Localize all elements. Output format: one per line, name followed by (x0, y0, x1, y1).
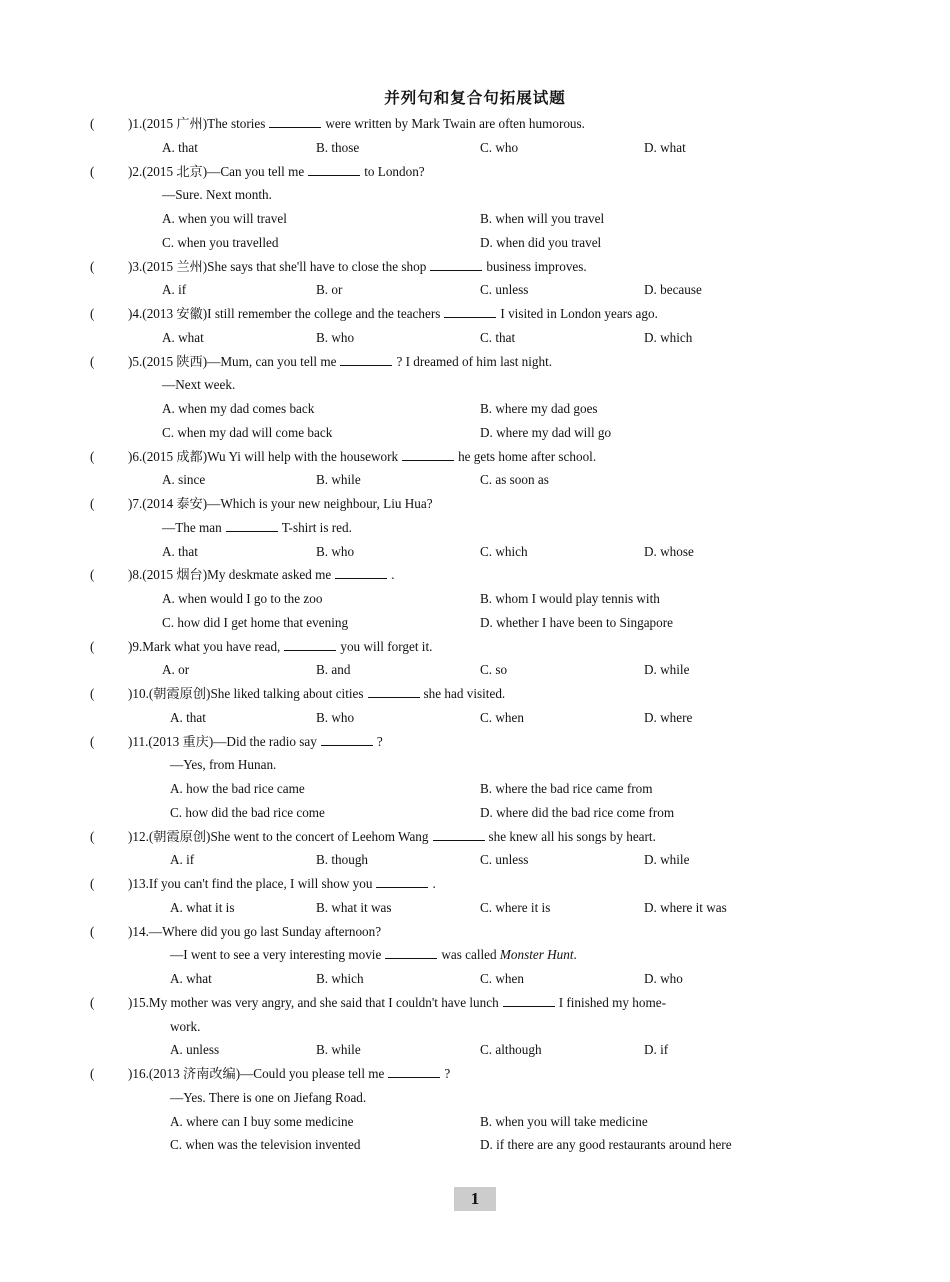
stem-text: —Could you please tell me (240, 1066, 385, 1081)
answer-option[interactable]: B. what it was (316, 899, 392, 915)
question-source: (2015 北京) (142, 163, 208, 179)
stem-text: to London? (364, 163, 425, 179)
stem-text: were written by Mark Twain are often humorous. (325, 116, 585, 131)
answer-option[interactable]: C. when (480, 709, 524, 725)
option-row (90, 278, 870, 302)
question-stem (128, 445, 870, 469)
answer-option[interactable]: B. while (316, 472, 361, 488)
dialogue-reply: —Yes. There is one on Jiefang Road. (170, 1089, 367, 1105)
question-item (90, 160, 870, 255)
question-stem (128, 492, 870, 516)
question-item (90, 492, 870, 563)
answer-blank[interactable] (376, 876, 428, 888)
answer-option[interactable]: D. which (644, 329, 693, 345)
question-stem (128, 991, 870, 1015)
question-source: (2015 成都) (142, 448, 208, 464)
answer-paren[interactable]: ( (90, 567, 95, 583)
answer-option[interactable]: A. or (162, 662, 190, 678)
answer-option[interactable]: C. which (480, 543, 528, 559)
stem-text: My mother was very angry, and she said that I couldn't have lunch (148, 994, 499, 1010)
answer-option[interactable]: A. if (170, 852, 195, 868)
question-stem (128, 160, 870, 184)
question-number: )1. (128, 116, 143, 131)
answer-option[interactable]: D. where my dad will go (480, 424, 612, 440)
question-number: )3. (128, 258, 143, 274)
question-number: )16. (128, 1066, 149, 1081)
question-number: )5. (128, 353, 143, 369)
answer-option[interactable]: B. those (316, 139, 360, 155)
question-stem-line (90, 302, 870, 326)
question-item (90, 635, 870, 683)
answer-paren[interactable]: ( (90, 1066, 95, 1081)
stem-text: My deskmate asked me (207, 567, 332, 583)
option-row (90, 706, 870, 730)
answer-option[interactable]: A. when would I go to the zoo (162, 591, 323, 606)
option-row (90, 1110, 870, 1134)
answer-paren[interactable]: ( (90, 638, 95, 654)
stem-text: —Mum, can you tell me (207, 353, 337, 369)
answer-option[interactable]: D. when did you travel (480, 234, 602, 250)
question-item (90, 302, 870, 350)
stem-text: —Which is your new neighbour, Liu Hua? (207, 496, 433, 511)
option-row (90, 967, 870, 991)
answer-paren[interactable]: ( (90, 994, 95, 1010)
answer-option[interactable]: A. when you will travel (162, 211, 287, 226)
option-row (90, 611, 870, 635)
answer-blank[interactable] (444, 306, 496, 318)
question-source: (朝霞原创) (148, 686, 211, 701)
question-source: (2013 重庆) (148, 733, 214, 749)
dialogue-reply: —Next week. (162, 377, 236, 393)
answer-blank[interactable] (433, 829, 485, 841)
option-row (90, 397, 870, 421)
stem-text: you will forget it. (340, 638, 433, 654)
question-stem-line (90, 730, 870, 754)
answer-paren[interactable]: ( (90, 496, 95, 511)
answer-option[interactable]: D. where did the bad rice come from (480, 804, 675, 820)
answer-option[interactable]: A. if (162, 282, 187, 298)
answer-option[interactable]: C. when my dad will come back (162, 424, 333, 440)
answer-option[interactable]: B. where my dad goes (480, 401, 598, 416)
question-item (90, 445, 870, 493)
option-row (90, 207, 870, 231)
question-stem (128, 872, 870, 896)
question-item (90, 1062, 870, 1157)
stem-text: . (391, 567, 395, 583)
answer-option[interactable]: B. which (316, 971, 364, 986)
stem-text: —Did the radio say (213, 733, 317, 749)
stem-text: she knew all his songs by heart. (488, 828, 656, 844)
stem-text: I visited in London years ago. (500, 306, 658, 321)
question-source: (2015 广州) (142, 116, 208, 131)
answer-blank[interactable] (430, 259, 482, 271)
stem-text: Mark what you have read, (142, 638, 281, 654)
answer-option[interactable]: D. whether I have been to Singapore (480, 614, 673, 630)
answer-blank[interactable] (321, 734, 373, 746)
answer-blank[interactable] (308, 164, 360, 176)
answer-blank[interactable] (503, 995, 555, 1007)
answer-option[interactable]: A. what it is (170, 899, 235, 915)
answer-blank[interactable] (402, 449, 454, 461)
stem-text: I still remember the college and the teachers (207, 306, 441, 321)
question-item (90, 730, 870, 825)
answer-option[interactable]: C. so (480, 662, 508, 678)
question-stem-line (90, 445, 870, 469)
answer-option[interactable]: B. and (316, 662, 351, 678)
answer-blank[interactable] (269, 116, 321, 128)
answer-option[interactable]: B. who (316, 543, 355, 559)
question-item (90, 112, 870, 160)
answer-option[interactable]: B. where the bad rice came from (480, 781, 653, 796)
question-stem-line (90, 492, 870, 516)
stem-text: she had visited. (423, 686, 506, 701)
option-row (90, 801, 870, 825)
answer-option[interactable]: C. when (480, 971, 524, 986)
question-number: )4. (128, 306, 143, 321)
answer-option[interactable]: B. who (316, 709, 355, 725)
answer-option[interactable]: C. where it is (480, 899, 551, 915)
question-stem-line (90, 1062, 870, 1086)
answer-option[interactable]: A. what (162, 329, 204, 345)
answer-option[interactable]: B. whom I would play tennis with (480, 591, 660, 606)
movie-title: Monster Hunt (499, 947, 574, 963)
question-number: )11. (128, 733, 149, 749)
question-number: )13. (128, 876, 149, 891)
question-stem (128, 730, 870, 754)
dialogue-reply (90, 516, 870, 540)
answer-option[interactable]: D. if there are any good restaurants around here (480, 1137, 732, 1153)
question-source: (2013 济南改编) (148, 1066, 241, 1081)
page-title: 并列句和复合句拓展试题 (384, 89, 566, 107)
stem-text: ? (444, 1066, 451, 1081)
stem-text: She liked talking about cities (210, 686, 364, 701)
question-stem (128, 563, 870, 587)
question-number: )14. (128, 923, 149, 939)
question-stem-line (90, 635, 870, 659)
answer-option[interactable]: A. where can I buy some medicine (170, 1113, 354, 1129)
answer-option[interactable]: D. if (644, 1042, 669, 1058)
question-stem (128, 302, 870, 326)
answer-paren[interactable]: ( (90, 686, 95, 701)
answer-option[interactable]: C. when was the television invented (170, 1137, 361, 1153)
option-row (90, 231, 870, 255)
stem-text: he gets home after school. (458, 448, 597, 464)
answer-option[interactable]: A. unless (170, 1042, 220, 1058)
question-source: (2014 泰安) (142, 496, 208, 511)
answer-option[interactable]: D. whose (644, 543, 694, 559)
question-stem (128, 635, 870, 659)
answer-option[interactable]: C. that (480, 329, 516, 345)
answer-option[interactable]: A. how the bad rice came (170, 781, 305, 796)
page-number: 1 (454, 1187, 496, 1211)
answer-option[interactable]: C. who (480, 139, 519, 155)
stem-text: . (432, 876, 436, 891)
question-stem (128, 920, 870, 944)
option-row (90, 896, 870, 920)
question-item (90, 350, 870, 445)
question-stem-line (90, 112, 870, 136)
question-item (90, 920, 870, 991)
answer-paren[interactable]: ( (90, 116, 95, 131)
answer-blank[interactable] (385, 947, 437, 959)
stem-text: If you can't find the place, I will show you (148, 876, 373, 891)
question-stem (128, 112, 870, 136)
stem-text: business improves. (486, 258, 587, 274)
stem-text: ? (376, 733, 383, 749)
answer-option[interactable]: B. though (316, 852, 369, 868)
option-row (90, 136, 870, 160)
answer-blank[interactable] (340, 354, 392, 366)
answer-blank[interactable] (284, 639, 336, 651)
answer-paren[interactable]: ( (90, 163, 95, 179)
answer-option[interactable]: A. that (170, 709, 206, 725)
answer-option[interactable]: C. as soon as (480, 472, 549, 488)
answer-option[interactable]: D. while (644, 852, 690, 868)
answer-blank[interactable] (388, 1066, 440, 1078)
stem-text: I finished my home- (558, 994, 666, 1010)
option-row (90, 848, 870, 872)
stem-text: Wu Yi will help with the housework (207, 448, 399, 464)
answer-paren[interactable]: ( (90, 828, 95, 844)
answer-paren[interactable]: ( (90, 258, 95, 274)
question-stem-line (90, 255, 870, 279)
question-item (90, 682, 870, 730)
stem-text: She went to the concert of Leehom Wang (210, 828, 429, 844)
question-item (90, 563, 870, 634)
question-number: )7. (128, 496, 143, 511)
question-item (90, 255, 870, 303)
answer-option[interactable]: D. while (644, 662, 690, 678)
question-list (90, 112, 870, 1157)
answer-paren[interactable]: ( (90, 876, 95, 891)
answer-option[interactable]: D. where (644, 709, 693, 725)
answer-paren[interactable]: ( (90, 448, 95, 464)
question-item (90, 991, 870, 1062)
answer-option[interactable]: D. who (644, 971, 683, 986)
answer-option[interactable]: A. what (170, 971, 212, 986)
dialogue-reply (90, 943, 870, 967)
answer-option[interactable]: B. when will you travel (480, 211, 605, 226)
dialogue-reply: —Sure. Next month. (162, 187, 272, 203)
reply-text: . (573, 947, 577, 963)
answer-option[interactable]: D. because (644, 282, 702, 298)
stem-text: She says that she'll have to close the shop (207, 258, 427, 274)
question-stem-line (90, 991, 870, 1015)
option-row (90, 777, 870, 801)
question-stem-line (90, 920, 870, 944)
answer-option[interactable]: C. unless (480, 852, 529, 868)
answer-paren[interactable]: ( (90, 733, 95, 749)
question-number: )8. (128, 567, 143, 583)
question-number: )15. (128, 994, 149, 1010)
question-stem-line (90, 160, 870, 184)
reply-text: —I went to see a very interesting movie (170, 947, 382, 963)
question-number: )2. (128, 163, 143, 179)
question-number: )10. (128, 686, 149, 701)
question-stem-line (90, 872, 870, 896)
question-stem-line (90, 682, 870, 706)
option-row (90, 587, 870, 611)
answer-option[interactable]: A. since (162, 472, 206, 488)
question-number: )6. (128, 448, 143, 464)
question-stem-line (90, 563, 870, 587)
option-row (90, 658, 870, 682)
answer-blank[interactable] (226, 520, 278, 532)
question-stem (128, 682, 870, 706)
question-source: (2015 陕西) (142, 353, 208, 369)
question-number: )12. (128, 828, 149, 844)
answer-option[interactable]: C. unless (480, 282, 529, 298)
answer-blank[interactable] (368, 686, 420, 698)
answer-option[interactable]: A. that (162, 543, 198, 559)
dialogue-reply: —Yes, from Hunan. (170, 757, 277, 773)
question-source: (2015 烟台) (142, 567, 208, 583)
option-row (90, 468, 870, 492)
question-stem-line (90, 825, 870, 849)
question-source: (朝霞原创) (148, 828, 211, 844)
answer-option[interactable]: A. when my dad comes back (162, 401, 315, 416)
question-source: (2013 安徽) (142, 306, 208, 321)
question-stem (128, 350, 870, 374)
reply-text: was called (441, 947, 497, 963)
stem-text: The stories (207, 116, 266, 131)
answer-option[interactable]: C. when you travelled (162, 234, 279, 250)
stem-continuation: work. (170, 1018, 201, 1034)
question-item (90, 825, 870, 873)
answer-paren[interactable]: ( (90, 353, 95, 369)
stem-text: —Can you tell me (207, 163, 305, 179)
answer-option[interactable]: B. or (316, 282, 343, 298)
question-stem (128, 1062, 870, 1086)
answer-option[interactable]: C. although (480, 1042, 542, 1058)
answer-option[interactable]: C. how did the bad rice come (170, 804, 325, 820)
option-row (90, 326, 870, 350)
answer-option[interactable]: D. what (644, 139, 686, 155)
answer-option[interactable]: B. while (316, 1042, 361, 1058)
reply-text: —The man (162, 519, 222, 535)
answer-option[interactable]: D. where it was (644, 899, 727, 915)
answer-option[interactable]: B. who (316, 329, 355, 345)
question-source: (2015 兰州) (142, 258, 208, 274)
question-stem-line (90, 350, 870, 374)
question-item (90, 872, 870, 920)
answer-paren[interactable]: ( (90, 923, 95, 939)
answer-blank[interactable] (335, 567, 387, 579)
option-row (90, 421, 870, 445)
stem-text: —Where did you go last Sunday afternoon? (148, 923, 382, 939)
answer-paren[interactable]: ( (90, 306, 95, 321)
option-row (90, 1038, 870, 1062)
option-row (90, 540, 870, 564)
question-number: )9. (128, 638, 143, 654)
reply-text: T-shirt is red. (281, 519, 352, 535)
question-stem (128, 255, 870, 279)
stem-text: ? I dreamed of him last night. (396, 353, 553, 369)
question-stem (128, 825, 870, 849)
option-row (90, 1133, 870, 1157)
answer-option[interactable]: A. that (162, 139, 198, 155)
answer-option[interactable]: B. when you will take medicine (480, 1113, 648, 1129)
answer-option[interactable]: C. how did I get home that evening (162, 614, 349, 630)
